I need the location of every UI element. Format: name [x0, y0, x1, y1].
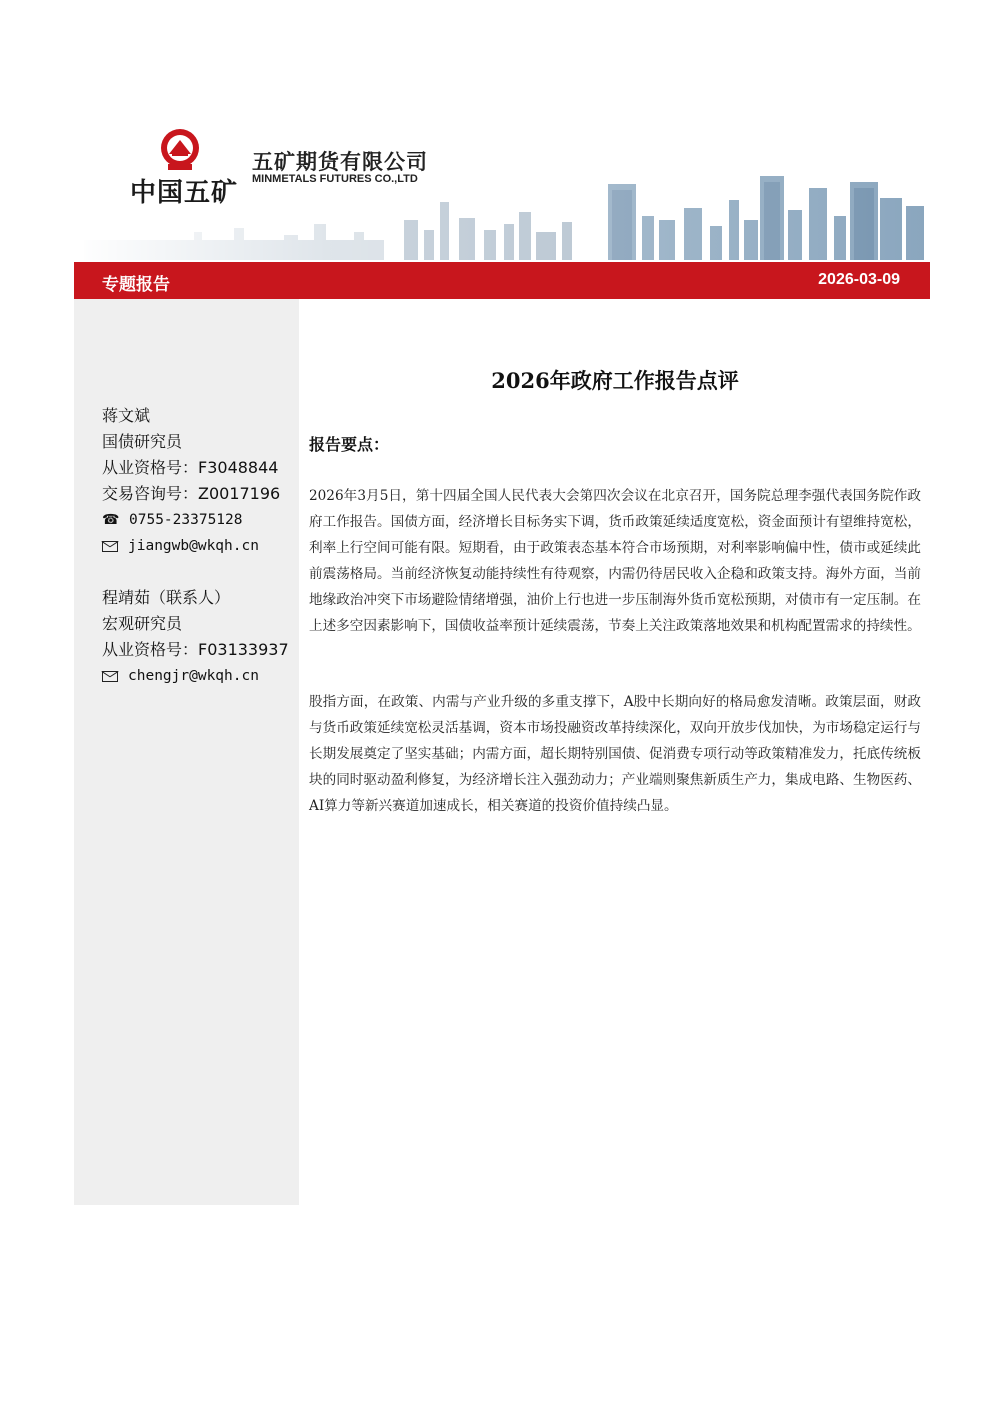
company-name-cn: 五矿期货有限公司: [252, 150, 428, 174]
company-emblem-icon: [160, 128, 200, 172]
author-phone: 0755-23375128: [129, 512, 243, 528]
author-trading-license: 交易咨询号：Z0017196: [102, 484, 281, 503]
author-license: 从业资格号：F3048844: [102, 458, 279, 477]
report-date: 2026-03-09: [818, 271, 900, 288]
author-card: [102, 585, 289, 689]
report-paragraph: 股指方面，在政策、内需与产业升级的多重支撑下，A股中长期向好的格局愈发清晰。政策层面，财政与货币政策延续宽松灵活基调，资本市场投融资改革持续深化，双向开放步伐加快，为市场稳定运行与长期发展奠定了坚实基础；内需方面，超长期特别国债、促消费专项行动等政策精准发力，托底传统板块的同时驱动盈利修复，为经济增长注入强劲动力；产业端则聚焦新质生产力，集成电路、生物医药、AI算力等新兴赛道加速成长，相关赛道的投资价值持续凸显。: [309, 694, 921, 814]
report-category: 专题报告: [102, 275, 170, 295]
report-title: 2026年政府工作报告点评: [491, 368, 739, 393]
author-card: [102, 403, 280, 559]
author-email[interactable]: jiangwb@wkqh.cn: [128, 538, 259, 554]
author-title: 国债研究员: [102, 432, 183, 451]
report-paragraph: 2026年3月5日，第十四届全国人民代表大会第四次会议在北京召开，国务院总理李强代表国务院作政府工作报告。国债方面，经济增长目标务实下调，货币政策延续适度宽松，资金面预计有望维持宽松，利率上行空间可能有限。短期看，由于政策表态基本符合市场预期，对利率影响偏中性，债市或延续此前震荡格局。当前经济恢复动能持续性有待观察，内需仍待居民收入企稳和政策支持。海外方面，当前地缘政治冲突下市场避险情绪增强，油价上行也进一步压制海外货币宽松预期，对债市有一定压制。在上述多空因素影响下，国债收益率预计延续震荡，节奏上关注政策落地效果和机构配置需求的持续性。: [309, 488, 921, 634]
author-email-row: [102, 533, 280, 559]
mail-icon: [102, 541, 118, 552]
report-banner: [74, 262, 930, 299]
report-header: [74, 120, 930, 260]
section-heading: 报告要点：: [309, 435, 390, 454]
author-email[interactable]: chengjr@wkqh.cn: [128, 668, 259, 684]
phone-icon: ☎: [102, 512, 120, 528]
author-email-row: [102, 663, 289, 689]
author-sidebar: [74, 299, 299, 1205]
company-name-en: MINMETALS FUTURES CO.,LTD: [252, 173, 418, 185]
mail-icon: [102, 671, 118, 682]
author-title: 宏观研究员: [102, 614, 183, 633]
author-phone-row: [102, 507, 280, 533]
logo-text: 中国五矿: [130, 178, 239, 208]
author-name: 蒋文斌: [102, 406, 151, 425]
author-license: 从业资格号：F03133937: [102, 640, 289, 659]
author-name: 程靖茹（联系人）: [102, 588, 231, 607]
